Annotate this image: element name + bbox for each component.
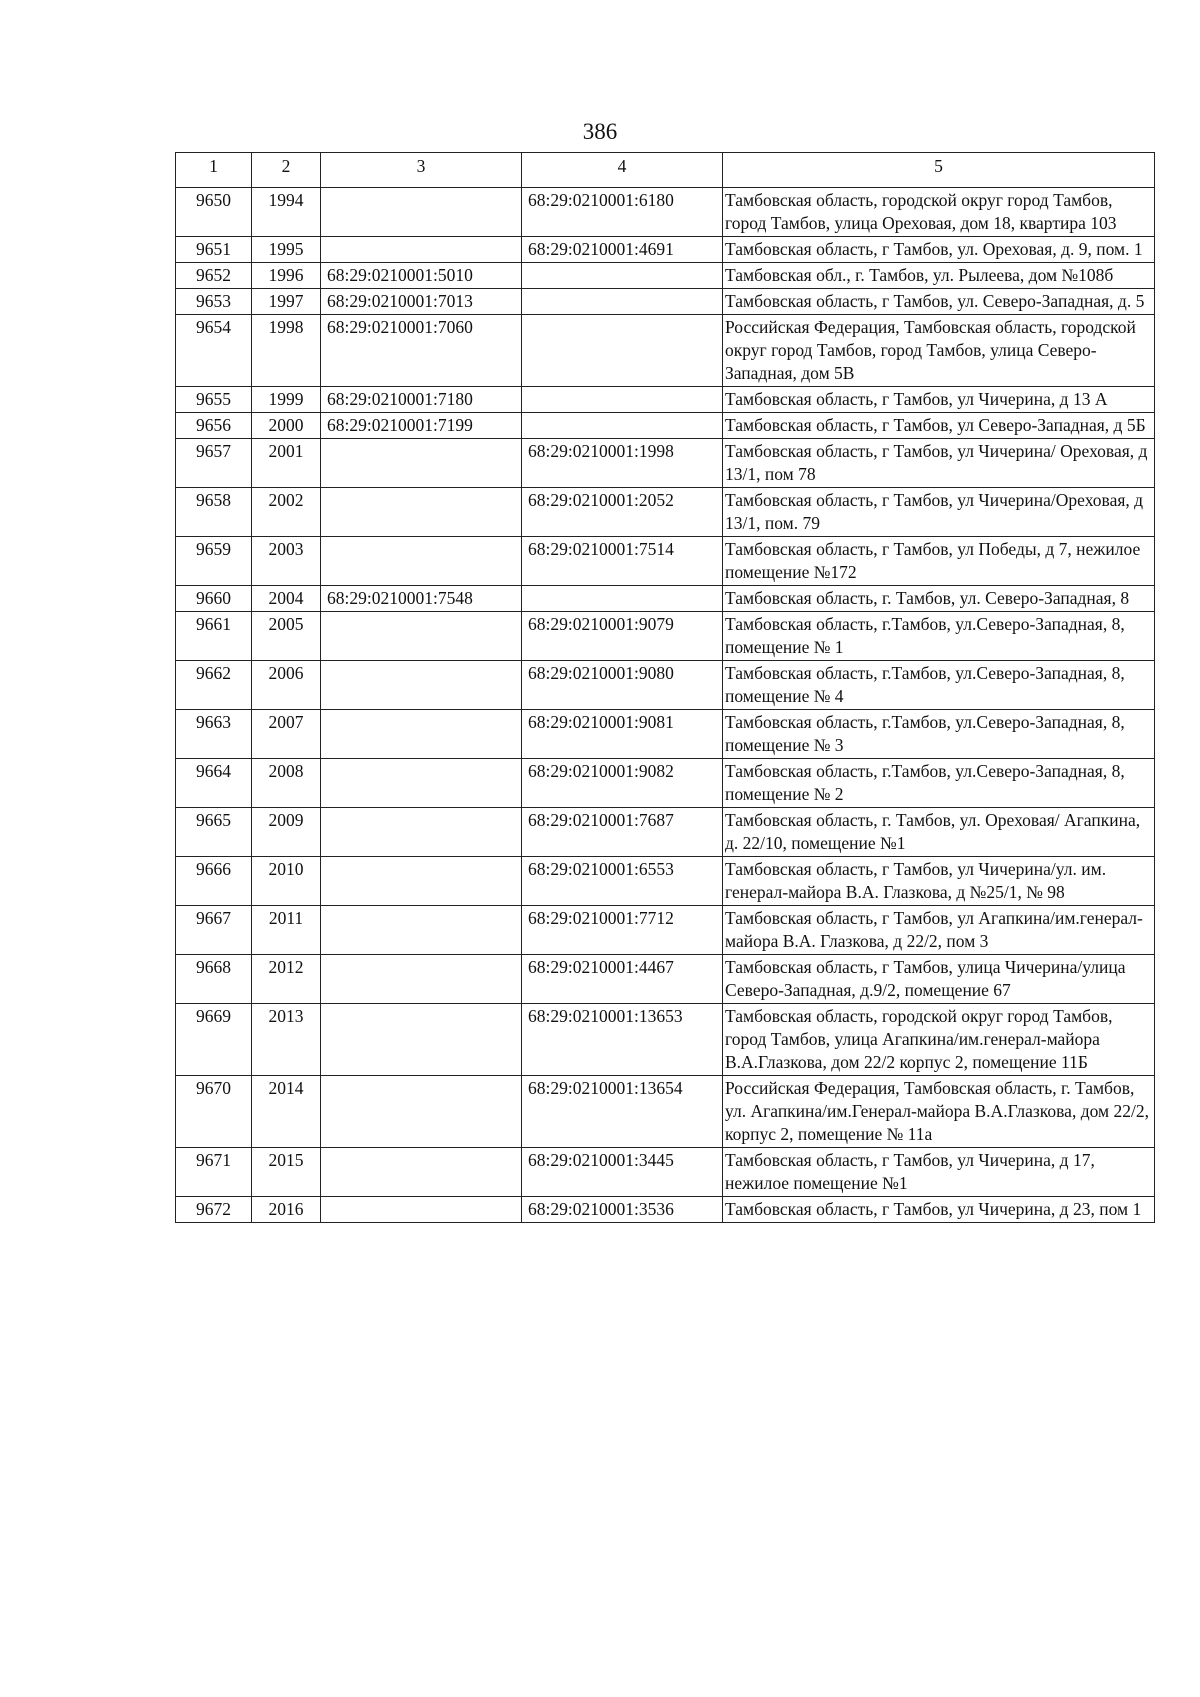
address-cell: Тамбовская область, г Тамбов, улица Чичерина/улица Северо-Западная, д.9/2, помещение 67 — [723, 955, 1155, 1004]
row-number-cell: 9652 — [176, 263, 252, 289]
row-number-cell: 9653 — [176, 289, 252, 315]
row-number-cell: 9665 — [176, 808, 252, 857]
cadastral-number-col3-cell — [321, 906, 522, 955]
record-number-cell: 1998 — [252, 315, 321, 387]
address-cell: Тамбовская обл., г. Тамбов, ул. Рылеева, дом №108б — [723, 263, 1155, 289]
table-row — [176, 857, 1155, 906]
cadastral-number-col3-cell — [321, 188, 522, 237]
cadastral-number-col4-cell: 68:29:0210001:4467 — [522, 955, 723, 1004]
row-number-cell: 9663 — [176, 710, 252, 759]
row-number-cell: 9657 — [176, 439, 252, 488]
cadastral-number-col3-cell — [321, 237, 522, 263]
cadastral-number-col4-cell — [522, 413, 723, 439]
cadastral-number-col3-cell — [321, 759, 522, 808]
address-cell: Тамбовская область, городской округ город Тамбов, город Тамбов, улица Ореховая, дом 18, квартира 103 — [723, 188, 1155, 237]
cadastral-number-col3-cell — [321, 661, 522, 710]
cadastral-number-col4-cell: 68:29:0210001:7687 — [522, 808, 723, 857]
record-number-cell: 2004 — [252, 586, 321, 612]
row-number-cell: 9666 — [176, 857, 252, 906]
table-row — [176, 188, 1155, 237]
row-number-cell: 9671 — [176, 1148, 252, 1197]
address-cell: Тамбовская область, г Тамбов, ул. Ореховая, д. 9, пом. 1 — [723, 237, 1155, 263]
row-number-cell: 9669 — [176, 1004, 252, 1076]
cadastral-number-col3-cell: 68:29:0210001:7548 — [321, 586, 522, 612]
page-number: 386 — [582, 119, 618, 144]
row-number-cell: 9667 — [176, 906, 252, 955]
row-number-cell: 9656 — [176, 413, 252, 439]
address-cell: Тамбовская область, г Тамбов, ул Чичерина/Ореховая, д 13/1, пом. 79 — [723, 488, 1155, 537]
address-cell: Тамбовская область, г. Тамбов, ул. Северо-Западная, 8 — [723, 586, 1155, 612]
address-cell: Тамбовская область, г.Тамбов, ул.Северо-Западная, 8, помещение № 4 — [723, 661, 1155, 710]
address-cell: Тамбовская область, городской округ город Тамбов, город Тамбов, улица Агапкина/им.генерал-майора В.А.Глазкова, дом 22/2 корпус 2, помещение 11Б — [723, 1004, 1155, 1076]
cadastral-number-col3-cell — [321, 1197, 522, 1223]
address-cell: Тамбовская область, г Тамбов, ул Чичерина, д 17, нежилое помещение №1 — [723, 1148, 1155, 1197]
table-row — [176, 315, 1155, 387]
table-row — [176, 537, 1155, 586]
address-cell: Тамбовская область, г Тамбов, ул. Северо-Западная, д. 5 — [723, 289, 1155, 315]
cadastral-number-col4-cell: 68:29:0210001:9081 — [522, 710, 723, 759]
address-cell: Тамбовская область, г Тамбов, ул Чичерина, д 13 А — [723, 387, 1155, 413]
property-register-table — [175, 152, 1155, 1223]
row-number-cell: 9662 — [176, 661, 252, 710]
cadastral-number-col3-cell — [321, 955, 522, 1004]
cadastral-number-col3-cell — [321, 1004, 522, 1076]
address-cell: Тамбовская область, г Тамбов, ул Чичерина/ Ореховая, д 13/1, пом 78 — [723, 439, 1155, 488]
row-number-cell: 9655 — [176, 387, 252, 413]
record-number-cell: 1999 — [252, 387, 321, 413]
row-number-cell: 9672 — [176, 1197, 252, 1223]
record-number-cell: 2015 — [252, 1148, 321, 1197]
row-number-cell: 9658 — [176, 488, 252, 537]
column-header-1: 1 — [176, 153, 252, 188]
cadastral-number-col4-cell — [522, 289, 723, 315]
record-number-cell: 2011 — [252, 906, 321, 955]
table-header — [176, 153, 1155, 188]
cadastral-number-col3-cell — [321, 537, 522, 586]
address-cell: Тамбовская область, г.Тамбов, ул.Северо-Западная, 8, помещение № 1 — [723, 612, 1155, 661]
record-number-cell: 2003 — [252, 537, 321, 586]
cadastral-number-col4-cell: 68:29:0210001:2052 — [522, 488, 723, 537]
table-row — [176, 439, 1155, 488]
address-cell: Российская Федерация, Тамбовская область, г. Тамбов, ул. Агапкина/им.Генерал-майора В.А.Глазкова, дом 22/2, корпус 2, помещение № 11а — [723, 1076, 1155, 1148]
cadastral-number-col4-cell: 68:29:0210001:7712 — [522, 906, 723, 955]
record-number-cell: 2002 — [252, 488, 321, 537]
table-row — [176, 586, 1155, 612]
cadastral-number-col4-cell: 68:29:0210001:4691 — [522, 237, 723, 263]
cadastral-number-col3-cell: 68:29:0210001:7060 — [321, 315, 522, 387]
table-row — [176, 237, 1155, 263]
address-cell: Тамбовская область, г Тамбов, ул Чичерина/ул. им. генерал-майора В.А. Глазкова, д №25/1, № 98 — [723, 857, 1155, 906]
cadastral-number-col4-cell: 68:29:0210001:7514 — [522, 537, 723, 586]
row-number-cell: 9651 — [176, 237, 252, 263]
row-number-cell: 9661 — [176, 612, 252, 661]
table-row — [176, 387, 1155, 413]
table-row — [176, 612, 1155, 661]
table-row — [176, 1004, 1155, 1076]
cadastral-number-col4-cell: 68:29:0210001:9082 — [522, 759, 723, 808]
cadastral-number-col4-cell: 68:29:0210001:6553 — [522, 857, 723, 906]
row-number-cell: 9659 — [176, 537, 252, 586]
table-row — [176, 808, 1155, 857]
column-header-5: 5 — [723, 153, 1155, 188]
address-cell: Тамбовская область, г.Тамбов, ул.Северо-Западная, 8, помещение № 3 — [723, 710, 1155, 759]
table-row — [176, 1197, 1155, 1223]
cadastral-number-col4-cell — [522, 315, 723, 387]
address-cell: Тамбовская область, г Тамбов, ул Победы, д 7, нежилое помещение №172 — [723, 537, 1155, 586]
cadastral-number-col3-cell: 68:29:0210001:7013 — [321, 289, 522, 315]
address-cell: Тамбовская область, г Тамбов, ул Агапкина/им.генерал-майора В.А. Глазкова, д 22/2, пом 3 — [723, 906, 1155, 955]
row-number-cell: 9670 — [176, 1076, 252, 1148]
address-cell: Тамбовская область, г. Тамбов, ул. Ореховая/ Агапкина, д. 22/10, помещение №1 — [723, 808, 1155, 857]
table-row — [176, 759, 1155, 808]
address-cell: Тамбовская область, г Тамбов, ул Чичерина, д 23, пом 1 — [723, 1197, 1155, 1223]
table-row — [176, 488, 1155, 537]
cadastral-number-col3-cell — [321, 710, 522, 759]
address-cell: Тамбовская область, г Тамбов, ул Северо-Западная, д 5Б — [723, 413, 1155, 439]
record-number-cell: 2010 — [252, 857, 321, 906]
record-number-cell: 2001 — [252, 439, 321, 488]
cadastral-number-col4-cell: 68:29:0210001:6180 — [522, 188, 723, 237]
cadastral-number-col3-cell — [321, 1076, 522, 1148]
cadastral-number-col4-cell — [522, 387, 723, 413]
cadastral-number-col4-cell — [522, 263, 723, 289]
cadastral-number-col4-cell: 68:29:0210001:9080 — [522, 661, 723, 710]
cadastral-number-col4-cell: 68:29:0210001:3536 — [522, 1197, 723, 1223]
record-number-cell: 2006 — [252, 661, 321, 710]
row-number-cell: 9660 — [176, 586, 252, 612]
address-cell: Тамбовская область, г.Тамбов, ул.Северо-Западная, 8, помещение № 2 — [723, 759, 1155, 808]
record-number-cell: 2000 — [252, 413, 321, 439]
header-row — [176, 153, 1155, 188]
record-number-cell: 2012 — [252, 955, 321, 1004]
record-number-cell: 1997 — [252, 289, 321, 315]
record-number-cell: 2008 — [252, 759, 321, 808]
cadastral-number-col3-cell — [321, 612, 522, 661]
record-number-cell: 2005 — [252, 612, 321, 661]
cadastral-number-col4-cell — [522, 586, 723, 612]
row-number-cell: 9664 — [176, 759, 252, 808]
cadastral-number-col3-cell — [321, 439, 522, 488]
record-number-cell: 1994 — [252, 188, 321, 237]
cadastral-number-col3-cell — [321, 488, 522, 537]
row-number-cell: 9650 — [176, 188, 252, 237]
record-number-cell: 2016 — [252, 1197, 321, 1223]
table-row — [176, 413, 1155, 439]
cadastral-number-col3-cell: 68:29:0210001:5010 — [321, 263, 522, 289]
cadastral-number-col3-cell — [321, 1148, 522, 1197]
record-number-cell: 2013 — [252, 1004, 321, 1076]
table-row — [176, 1076, 1155, 1148]
record-number-cell: 1996 — [252, 263, 321, 289]
table-row — [176, 661, 1155, 710]
address-cell: Российская Федерация, Тамбовская область, городской округ город Тамбов, город Тамбов, улица Северо-Западная, дом 5В — [723, 315, 1155, 387]
column-header-2: 2 — [252, 153, 321, 188]
table-body — [176, 188, 1155, 1223]
table-row — [176, 289, 1155, 315]
record-number-cell: 1995 — [252, 237, 321, 263]
cadastral-number-col4-cell: 68:29:0210001:9079 — [522, 612, 723, 661]
row-number-cell: 9654 — [176, 315, 252, 387]
record-number-cell: 2014 — [252, 1076, 321, 1148]
table-row — [176, 1148, 1155, 1197]
table-row — [176, 710, 1155, 759]
cadastral-number-col3-cell: 68:29:0210001:7199 — [321, 413, 522, 439]
cadastral-number-col4-cell: 68:29:0210001:13654 — [522, 1076, 723, 1148]
table-row — [176, 955, 1155, 1004]
row-number-cell: 9668 — [176, 955, 252, 1004]
table-row — [176, 263, 1155, 289]
cadastral-number-col3-cell — [321, 857, 522, 906]
column-header-3: 3 — [321, 153, 522, 188]
table-row — [176, 906, 1155, 955]
cadastral-number-col4-cell: 68:29:0210001:13653 — [522, 1004, 723, 1076]
cadastral-number-col3-cell: 68:29:0210001:7180 — [321, 387, 522, 413]
record-number-cell: 2009 — [252, 808, 321, 857]
cadastral-number-col4-cell: 68:29:0210001:1998 — [522, 439, 723, 488]
record-number-cell: 2007 — [252, 710, 321, 759]
cadastral-number-col4-cell: 68:29:0210001:3445 — [522, 1148, 723, 1197]
column-header-4: 4 — [522, 153, 723, 188]
cadastral-number-col3-cell — [321, 808, 522, 857]
